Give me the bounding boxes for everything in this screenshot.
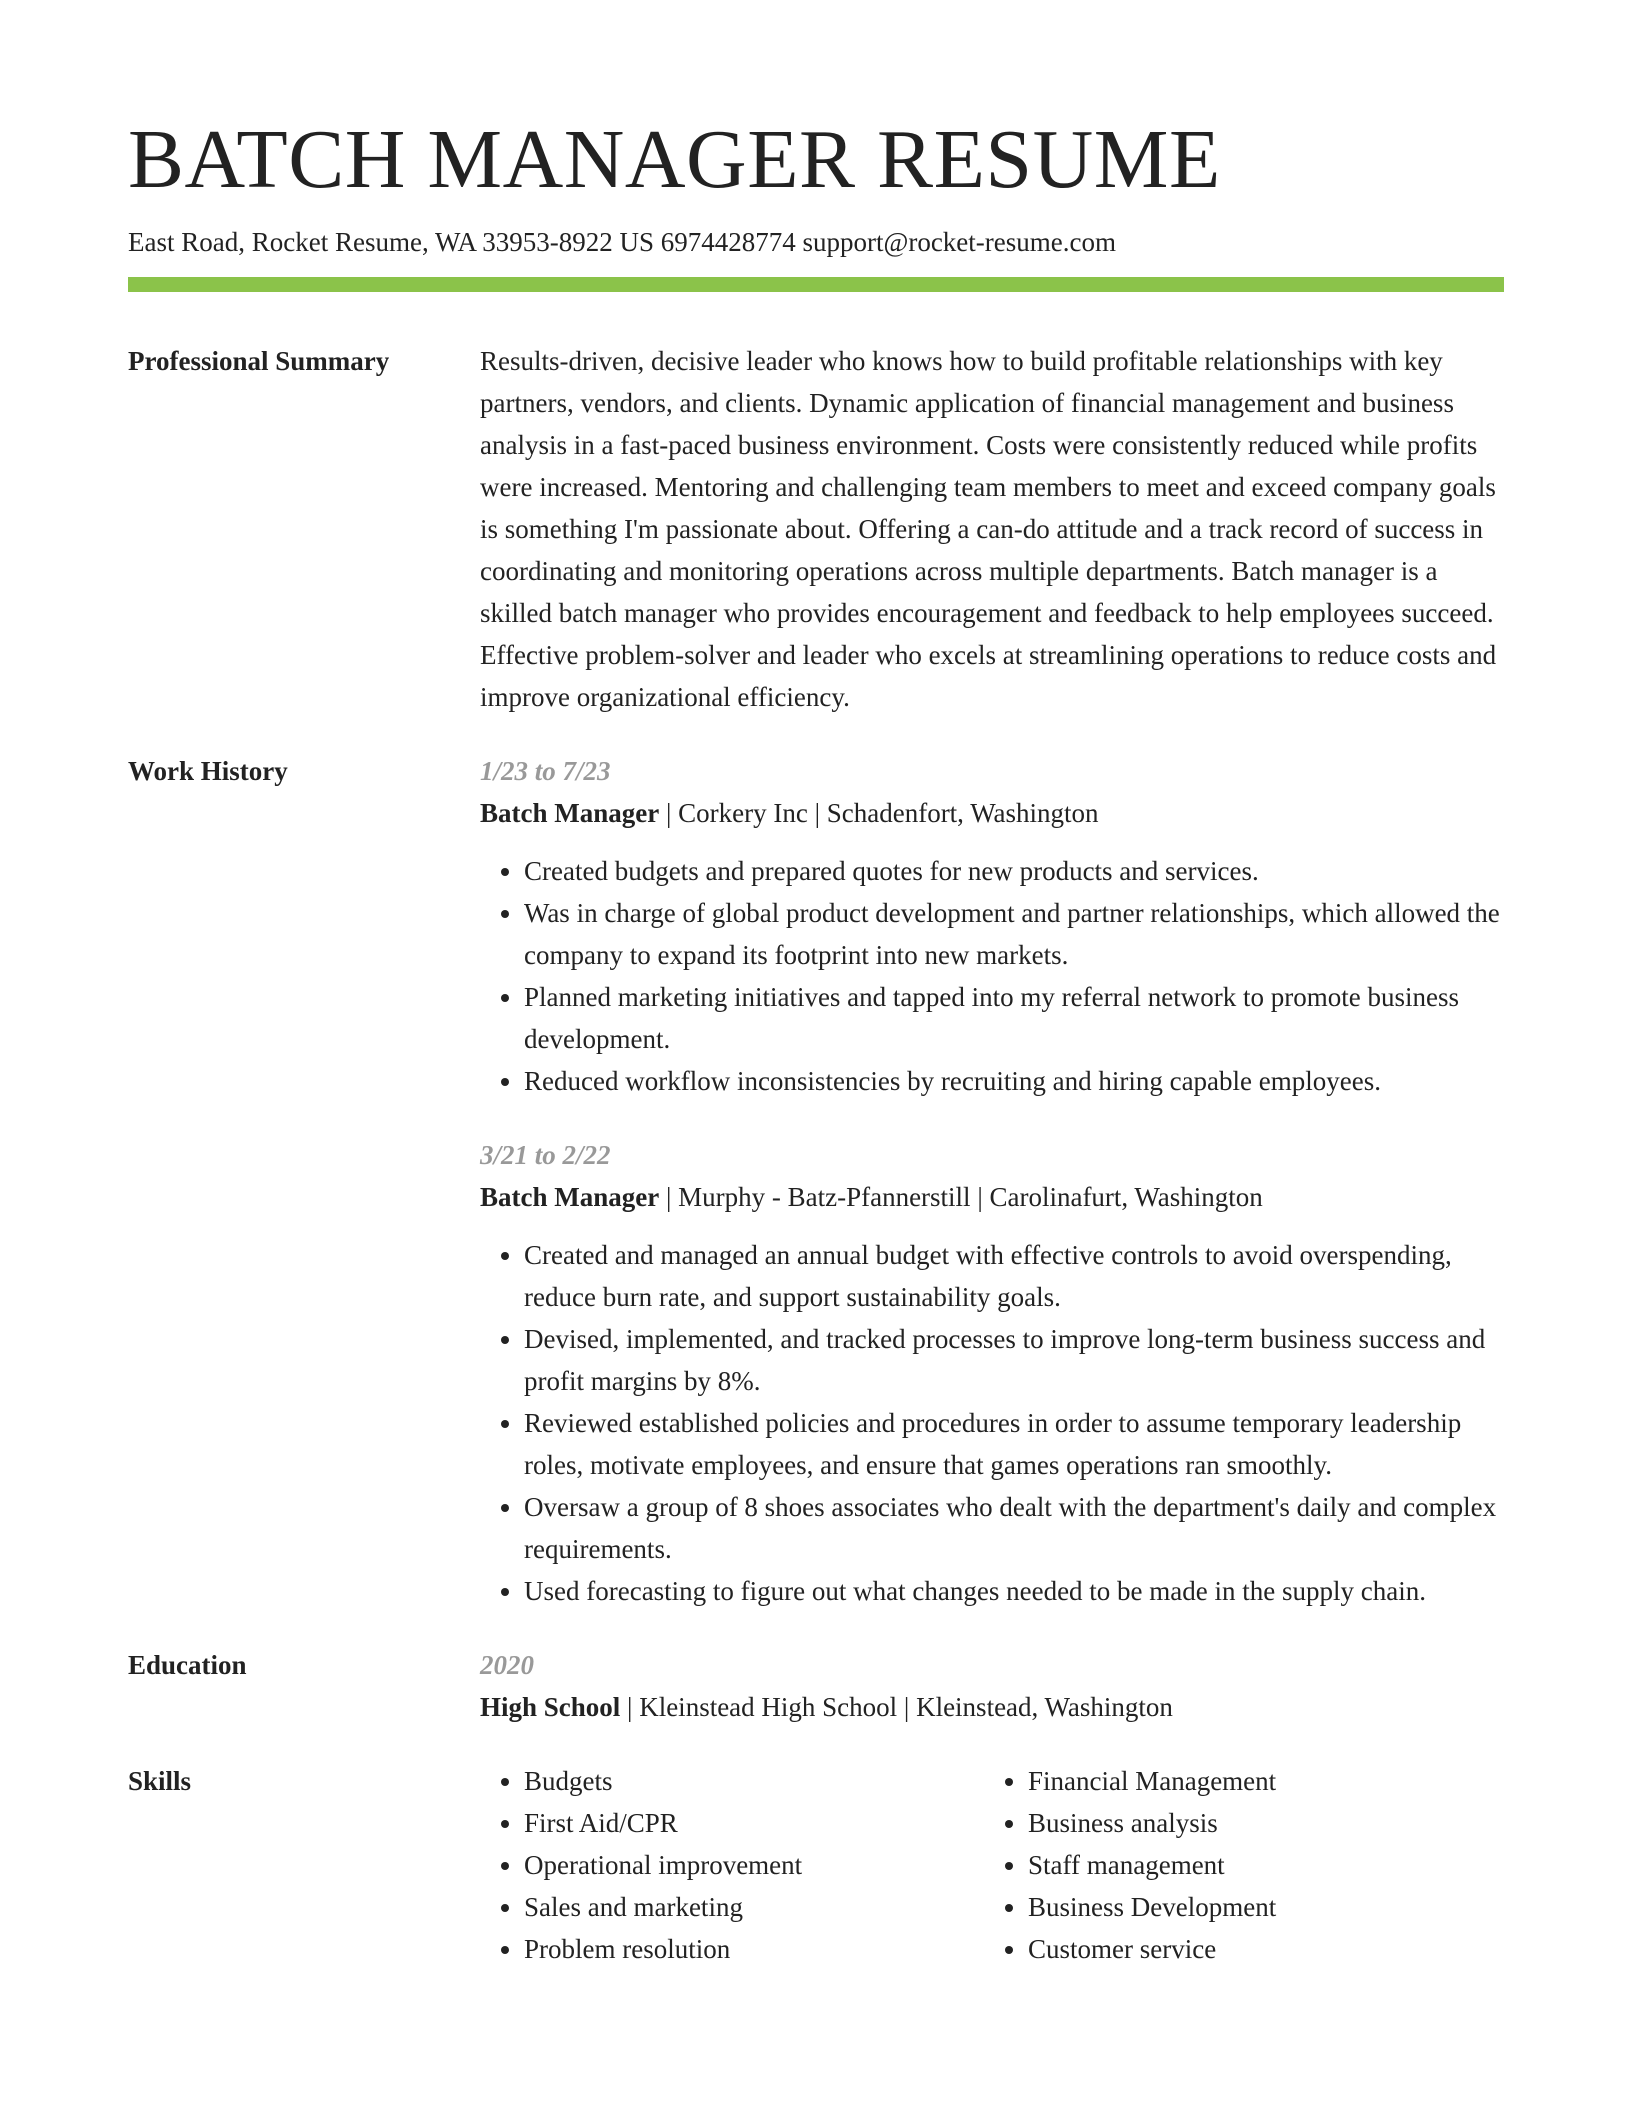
skill-item: • Customer service bbox=[1028, 1928, 1488, 1970]
work-history-heading: Work History bbox=[128, 756, 288, 787]
job-bullet: • Created budgets and prepared quotes for new products and services. bbox=[524, 850, 1504, 892]
summary-heading: Professional Summary bbox=[128, 346, 390, 377]
skill-item: • Budgets bbox=[524, 1760, 984, 1802]
job-line bbox=[480, 1176, 1504, 1218]
job-details: | Murphy - Batz-Pfannerstill | Carolinafurt, Washington bbox=[659, 1182, 1263, 1213]
education-degree: High School bbox=[480, 1692, 621, 1723]
job-bullet: • Created and managed an annual budget with effective controls to avoid overspending, reduce burn rate, and support sustainability goals. bbox=[524, 1234, 1504, 1318]
job-bullet: • Devised, implemented, and tracked processes to improve long-term business success and profit margins by 8%. bbox=[524, 1318, 1504, 1402]
education-details: | Kleinstead High School | Kleinstead, Washington bbox=[620, 1692, 1173, 1723]
job-dates: 3/21 to 2/22 bbox=[480, 1140, 611, 1171]
resume-title: BATCH MANAGER RESUME bbox=[128, 113, 1221, 206]
summary-text: Results-driven, decisive leader who knows how to build profitable relationships with key partners, vendors, and clients. Dynamic application of financial management and business analysis in a fast-paced business environment. Costs were consistently reduced while profits were increased. Mentoring and challenging team members to meet and exceed company goals is something I'm passionate about. Offering a can-do attitude and a track record of success in coordinating and monitoring operations across multiple departments. Batch manager is a skilled batch manager who provides encouragement and feedback to help employees succeed. Effective problem-solver and leader who excels at streamlining operations to reduce costs and improve organizational efficiency. bbox=[480, 346, 1497, 713]
resume-page bbox=[128, 113, 1504, 1970]
skill-item: • Business analysis bbox=[1028, 1802, 1488, 1844]
skills-column-left bbox=[480, 1760, 984, 1970]
job-entry bbox=[480, 1134, 1504, 1612]
skills-grid bbox=[480, 1760, 1504, 1970]
job-bullet: • Was in charge of global product development and partner relationships, which allowed the company to expand its footprint into new markets. bbox=[524, 892, 1504, 976]
skill-item: • Staff management bbox=[1028, 1844, 1488, 1886]
summary-section bbox=[128, 340, 1504, 718]
education-heading: Education bbox=[128, 1650, 247, 1681]
job-bullet: • Reduced workflow inconsistencies by recruiting and hiring capable employees. bbox=[524, 1060, 1504, 1102]
education-entry bbox=[480, 1644, 1504, 1728]
accent-divider bbox=[128, 277, 1504, 292]
skill-item: • Problem resolution bbox=[524, 1928, 984, 1970]
job-bullet: • Planned marketing initiatives and tapped into my referral network to promote business development. bbox=[524, 976, 1504, 1060]
job-line bbox=[480, 792, 1504, 834]
job-bullet: • Oversaw a group of 8 shoes associates who dealt with the department's daily and complex requirements. bbox=[524, 1486, 1504, 1570]
job-details: | Corkery Inc | Schadenfort, Washington bbox=[659, 798, 1099, 829]
skills-heading: Skills bbox=[128, 1766, 192, 1797]
job-bullet: • Used forecasting to figure out what changes needed to be made in the supply chain. bbox=[524, 1570, 1504, 1612]
job-bullets bbox=[480, 850, 1504, 1102]
job-title: Batch Manager bbox=[480, 798, 660, 829]
contact-line: East Road, Rocket Resume, WA 33953-8922 US 6974428774 support@rocket-resume.com bbox=[128, 227, 1116, 257]
job-bullets bbox=[480, 1234, 1504, 1612]
skills-section bbox=[128, 1760, 1504, 1970]
job-dates: 1/23 to 7/23 bbox=[480, 756, 611, 787]
skill-item: • Financial Management bbox=[1028, 1760, 1488, 1802]
skill-item: • First Aid/CPR bbox=[524, 1802, 984, 1844]
skill-item: • Business Development bbox=[1028, 1886, 1488, 1928]
job-title: Batch Manager bbox=[480, 1182, 660, 1213]
skill-item: • Operational improvement bbox=[524, 1844, 984, 1886]
job-entry bbox=[480, 750, 1504, 1102]
skill-item: • Sales and marketing bbox=[524, 1886, 984, 1928]
education-section bbox=[128, 1644, 1504, 1728]
job-bullet: • Reviewed established policies and procedures in order to assume temporary leadership roles, motivate employees, and ensure that games operations ran smoothly. bbox=[524, 1402, 1504, 1486]
skills-column-right bbox=[984, 1760, 1488, 1970]
work-history-section bbox=[128, 750, 1504, 1612]
education-date: 2020 bbox=[480, 1650, 534, 1681]
education-line bbox=[480, 1686, 1504, 1728]
work-history-list bbox=[480, 750, 1504, 1612]
